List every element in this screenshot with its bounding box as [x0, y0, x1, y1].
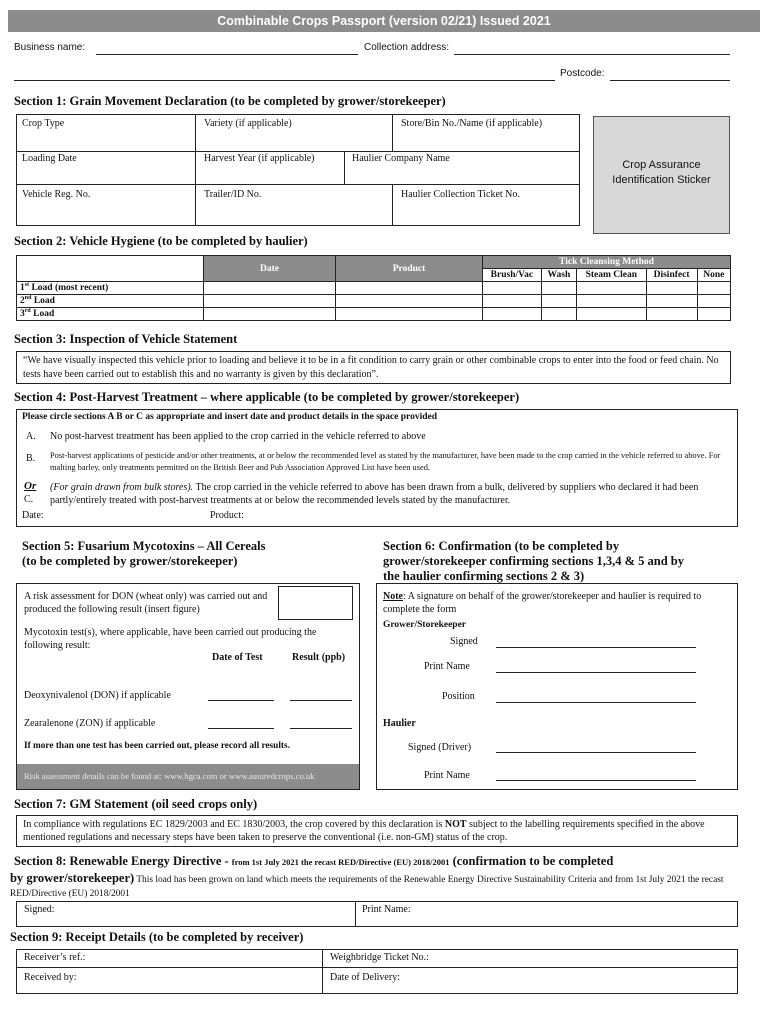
load-date-cell[interactable]: [204, 282, 336, 295]
tick-cell[interactable]: [577, 282, 646, 295]
trailer-id-field[interactable]: Trailer/ID No.: [204, 189, 262, 200]
collection-address-label: Collection address:: [364, 42, 450, 53]
grower-position-label: Position: [442, 691, 475, 702]
load-label: 1st Load (most recent): [17, 282, 204, 295]
method-brush-vac: Brush/Vac: [483, 269, 542, 282]
section-5-subtitle: (to be completed by grower/storekeeper): [22, 554, 238, 568]
zon-result-field[interactable]: [290, 728, 352, 729]
date-of-delivery-field[interactable]: Date of Delivery:: [330, 972, 400, 983]
section-4-instruction: Please circle sections A B or C as appropriate and insert date and product details in the space provided: [22, 412, 438, 422]
weighbridge-ticket-field[interactable]: Weighbridge Ticket No.:: [330, 952, 429, 963]
address-line-2-field[interactable]: [14, 80, 555, 81]
tick-cell[interactable]: [483, 282, 542, 295]
section-1-title: Section 1: Grain Movement Declaration (to be completed by grower/storekeeper): [14, 94, 446, 108]
option-a-text: No post-harvest treatment has been applied to the crop carried in the vehicle referred to above: [50, 431, 426, 442]
grower-signed-field[interactable]: [496, 647, 696, 648]
gm-statement: In compliance with regulations EC 1829/2003 and EC 1830/2003, the crop covered by this declaration is NOT subject to the labelling requirements specified in the above mentioned regulations and necessary steps have been taken to preserve the conventional (i.e. non-GM) status of the crop.: [16, 815, 738, 847]
tick-cell[interactable]: [697, 308, 730, 321]
method-steam-clean: Steam Clean: [577, 269, 646, 282]
table-row: [17, 295, 731, 308]
don-date-field[interactable]: [208, 700, 274, 701]
load-label: 2nd Load: [17, 295, 204, 308]
tick-cell[interactable]: [646, 282, 697, 295]
red-print-name-field[interactable]: Print Name:: [362, 904, 411, 915]
section-3-title: Section 3: Inspection of Vehicle Statement: [14, 332, 238, 346]
red-signed-field[interactable]: Signed:: [24, 904, 55, 915]
haulier-ticket-field[interactable]: Haulier Collection Ticket No.: [401, 189, 520, 200]
option-a-label[interactable]: A.: [26, 431, 36, 442]
method-none: None: [697, 269, 730, 282]
vehicle-reg-field[interactable]: Vehicle Reg. No.: [22, 189, 91, 200]
variety-field[interactable]: Variety (if applicable): [204, 118, 292, 129]
load-date-cell[interactable]: [204, 295, 336, 308]
table-row: [17, 308, 731, 321]
tick-cell[interactable]: [697, 295, 730, 308]
business-name-label: Business name:: [14, 42, 86, 53]
tick-cell[interactable]: [646, 308, 697, 321]
tick-cell[interactable]: [541, 308, 576, 321]
driver-print-name-field[interactable]: [496, 780, 696, 781]
method-disinfect: Disinfect: [646, 269, 697, 282]
assurance-sticker-area: Crop Assurance Identification Sticker: [593, 116, 730, 234]
tick-cell[interactable]: [697, 282, 730, 295]
section-8-title: Section 8: Renewable Energy Directive - from 1st July 2021 the recast RED/Directive (EU) 2018/2001 (confirmation to be completed: [14, 854, 614, 868]
load-product-cell[interactable]: [336, 308, 483, 321]
option-c-text: (For grain drawn from bulk stores). The crop carried in the vehicle referred to above has been drawn from a bulk, delivered by suppliers who declared it had been partly/entirely treated with post-harvest treatments at or below the recommended levels stated by the manufacturer.: [50, 482, 699, 506]
driver-print-name-label: Print Name: [424, 770, 470, 781]
don-result-field[interactable]: [290, 700, 352, 701]
risk-assessment-link[interactable]: Risk assessment details can be found at: www.hgca.com or www.assuredcrops.co.uk: [17, 764, 359, 789]
load-product-cell[interactable]: [336, 282, 483, 295]
received-by-field[interactable]: Received by:: [24, 972, 77, 983]
section-7-title: Section 7: GM Statement (oil seed crops only): [14, 797, 258, 811]
haulier-company-field[interactable]: Haulier Company Name: [352, 153, 450, 164]
don-risk-figure-field[interactable]: [278, 586, 353, 620]
zon-date-field[interactable]: [208, 728, 274, 729]
tick-cell[interactable]: [646, 295, 697, 308]
section-6-title: Section 6: Confirmation (to be completed by: [383, 539, 620, 553]
section-1-box: [16, 114, 580, 226]
tick-cell[interactable]: [541, 282, 576, 295]
haulier-heading: Haulier: [383, 718, 416, 729]
form-title: Combinable Crops Passport (version 02/21) Issued 2021: [8, 10, 760, 32]
receivers-ref-field[interactable]: Receiver’s ref.:: [24, 952, 86, 963]
harvest-year-field[interactable]: Harvest Year (if applicable): [204, 153, 315, 164]
product-header: Product: [336, 256, 483, 282]
table-row: [17, 282, 731, 295]
store-bin-field[interactable]: Store/Bin No./Name (if applicable): [401, 118, 543, 129]
tick-cell[interactable]: [483, 308, 542, 321]
section-2-title: Section 2: Vehicle Hygiene (to be completed by haulier): [14, 234, 308, 248]
section-6-subtitle-2: the haulier confirming sections 2 & 3): [383, 569, 585, 583]
tick-cleansing-header: Tick Cleansing Method: [483, 256, 731, 269]
don-risk-text: A risk assessment for DON (wheat only) was carried out and produced the following result (insert figure): [24, 591, 268, 615]
grower-position-field[interactable]: [496, 702, 696, 703]
loading-date-field[interactable]: Loading Date: [22, 153, 77, 164]
tick-cell[interactable]: [577, 308, 646, 321]
crop-type-field[interactable]: Crop Type: [22, 118, 65, 129]
load-date-cell[interactable]: [204, 308, 336, 321]
driver-signed-field[interactable]: [496, 752, 696, 753]
vehicle-hygiene-table: [16, 255, 731, 321]
load-product-cell[interactable]: [336, 295, 483, 308]
grower-print-name-field[interactable]: [496, 672, 696, 673]
multiple-tests-note: If more than one test has been carried out, please record all results.: [24, 741, 290, 751]
grower-signed-label: Signed: [450, 636, 478, 647]
section-5-title: Section 5: Fusarium Mycotoxins – All Cereals: [22, 539, 266, 553]
postcode-field[interactable]: [610, 80, 730, 81]
inspection-statement: “We have visually inspected this vehicle prior to loading and believe it to be in a fit condition to carry grain or other combinable crops to enter into the food or feed chain. No tests have been carried out to establish this and no warranty is given by this declaration”.: [16, 351, 731, 384]
load-label: 3rd Load: [17, 308, 204, 321]
zon-label: Zearalenone (ZON) if applicable: [24, 718, 156, 729]
grower-print-name-label: Print Name: [424, 661, 470, 672]
option-c-label[interactable]: C.: [24, 494, 34, 505]
tick-cell[interactable]: [541, 295, 576, 308]
tick-cell[interactable]: [483, 295, 542, 308]
section-9-title: Section 9: Receipt Details (to be completed by receiver): [10, 930, 304, 944]
business-name-field[interactable]: [96, 54, 358, 55]
don-label: Deoxynivalenol (DON) if applicable: [24, 690, 171, 701]
option-b-label[interactable]: B.: [26, 453, 36, 464]
red-statement: by grower/storekeeper) This load has been grown on land which meets the requirements of the Renewable Energy Directive Sustainability Criteria and from 1st July 2021 the recast RED/Directive (EU) 2018/2001: [10, 871, 724, 899]
date-header: Date: [204, 256, 336, 282]
method-wash: Wash: [541, 269, 576, 282]
date-of-test-header: Date of Test: [212, 652, 263, 663]
grower-storekeeper-heading: Grower/Storekeeper: [383, 620, 467, 630]
section-6-subtitle-1: grower/storekeeper confirming sections 1,3,4 & 5 and by: [383, 554, 685, 568]
tick-cell[interactable]: [577, 295, 646, 308]
treatment-product-field[interactable]: Product:: [210, 510, 244, 521]
result-header: Result (ppb): [292, 652, 346, 663]
section-4-title: Section 4: Post-Harvest Treatment – where applicable (to be completed by grower/storekeeper): [14, 390, 520, 404]
treatment-date-field[interactable]: Date:: [22, 510, 44, 521]
driver-signed-label: Signed (Driver): [408, 742, 472, 753]
signature-note: Note: A signature on behalf of the grower/storekeeper and haulier is required to complete the form: [383, 591, 702, 615]
collection-address-field[interactable]: [454, 54, 730, 55]
or-label: Or: [24, 480, 37, 492]
postcode-label: Postcode:: [560, 68, 605, 79]
option-b-text: Post-harvest applications of pesticide and/or other treatments, at or below the recommended level as stated by the manufacturer, have been made to the crop carried in the vehicle referred to above. For malting barley, only treatments permitted on the British Beer and Pub Association Approved List have been used.: [50, 451, 721, 472]
mycotoxin-text: Mycotoxin test(s), where applicable, have been carried out producing the following result:: [24, 627, 317, 651]
